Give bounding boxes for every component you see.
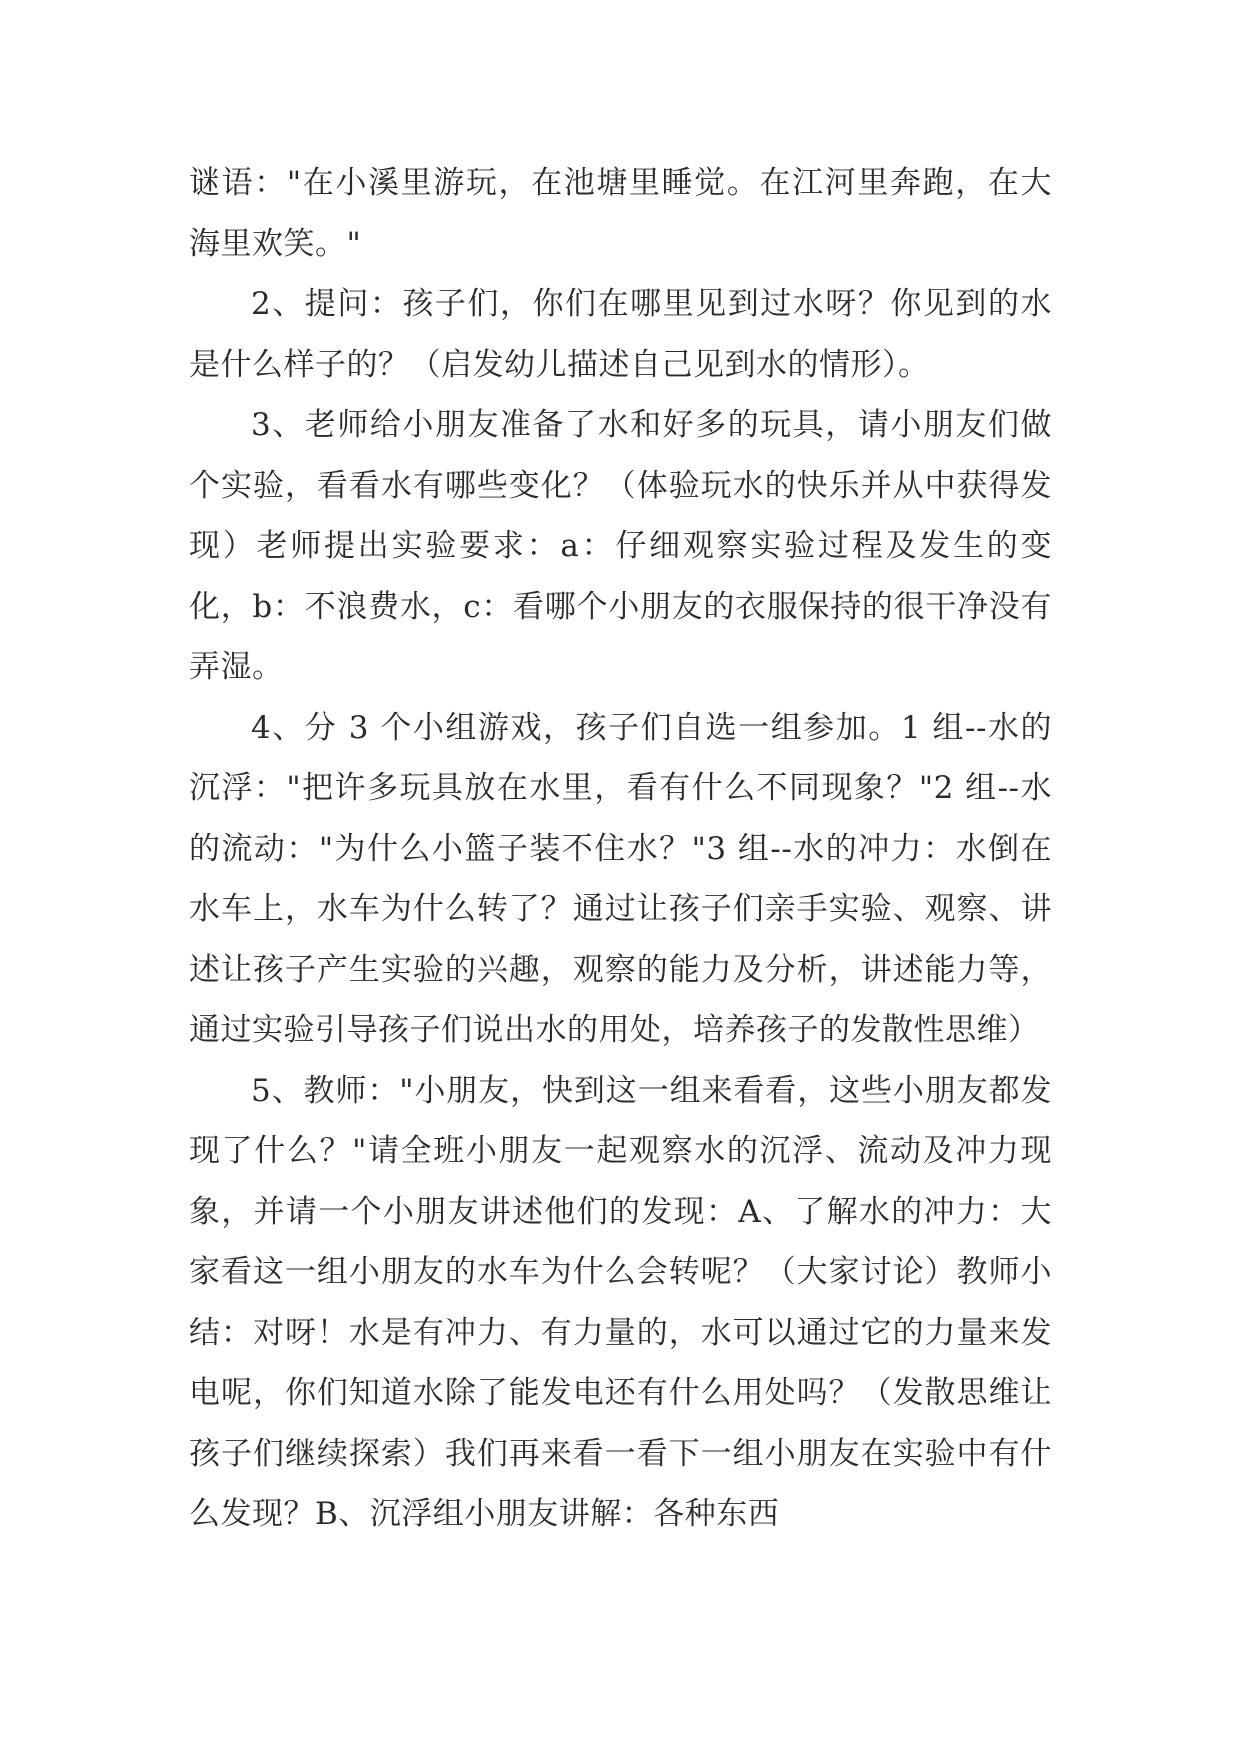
paragraph-step-2: 2、提问：孩子们，你们在哪里见到过水呀？你见到的水是什么样子的？（启发幼儿描述自己见到水的情形）。: [189, 286, 1052, 383]
document-body: [189, 153, 1052, 1545]
paragraph-step-5: 5、教师："小朋友，快到这一组来看看，这些小朋友都发现了什么？"请全班小朋友一起观察水的沉浮、流动及冲力现象，并请一个小朋友讲述他们的发现：A、了解水的冲力：大家看这一组小朋友的水车为什么会转呢？（大家讨论）教师小结：对呀！水是有冲力、有力量的，水可以通过它的力量来发电呢，你们知道水除了能发电还有什么用处吗？（发散思维让孩子们继续探索）我们再来看一看下一组小朋友在实验中有什么发现？B、沉浮组小朋友讲解：各种东西: [189, 1072, 1052, 1532]
paragraph-step-4: 4、分 3 个小组游戏，孩子们自选一组参加。1 组--水的沉浮："把许多玩具放在水里，看有什么不同现象？"2 组--水的流动："为什么小篮子装不住水？"3 组--水的冲力：水倒在水车上，水车为什么转了？通过让孩子们亲手实验、观察、讲述让孩子产生实验的兴趣，观察的能力及分析，讲述能力等，通过实验引导孩子们说出水的用处，培养孩子的发散性思维）: [189, 709, 1052, 1048]
paragraph-riddle: 谜语："在小溪里游玩，在池塘里睡觉。在江河里奔跑，在大海里欢笑。": [189, 165, 1052, 262]
paragraph-step-3: 3、老师给小朋友准备了水和好多的玩具，请小朋友们做个实验，看看水有哪些变化？（体验玩水的快乐并从中获得发现）老师提出实验要求：a：仔细观察实验过程及发生的变化，b：不浪费水，c：看哪个小朋友的衣服保持的很干净没有弄湿。: [189, 407, 1052, 685]
